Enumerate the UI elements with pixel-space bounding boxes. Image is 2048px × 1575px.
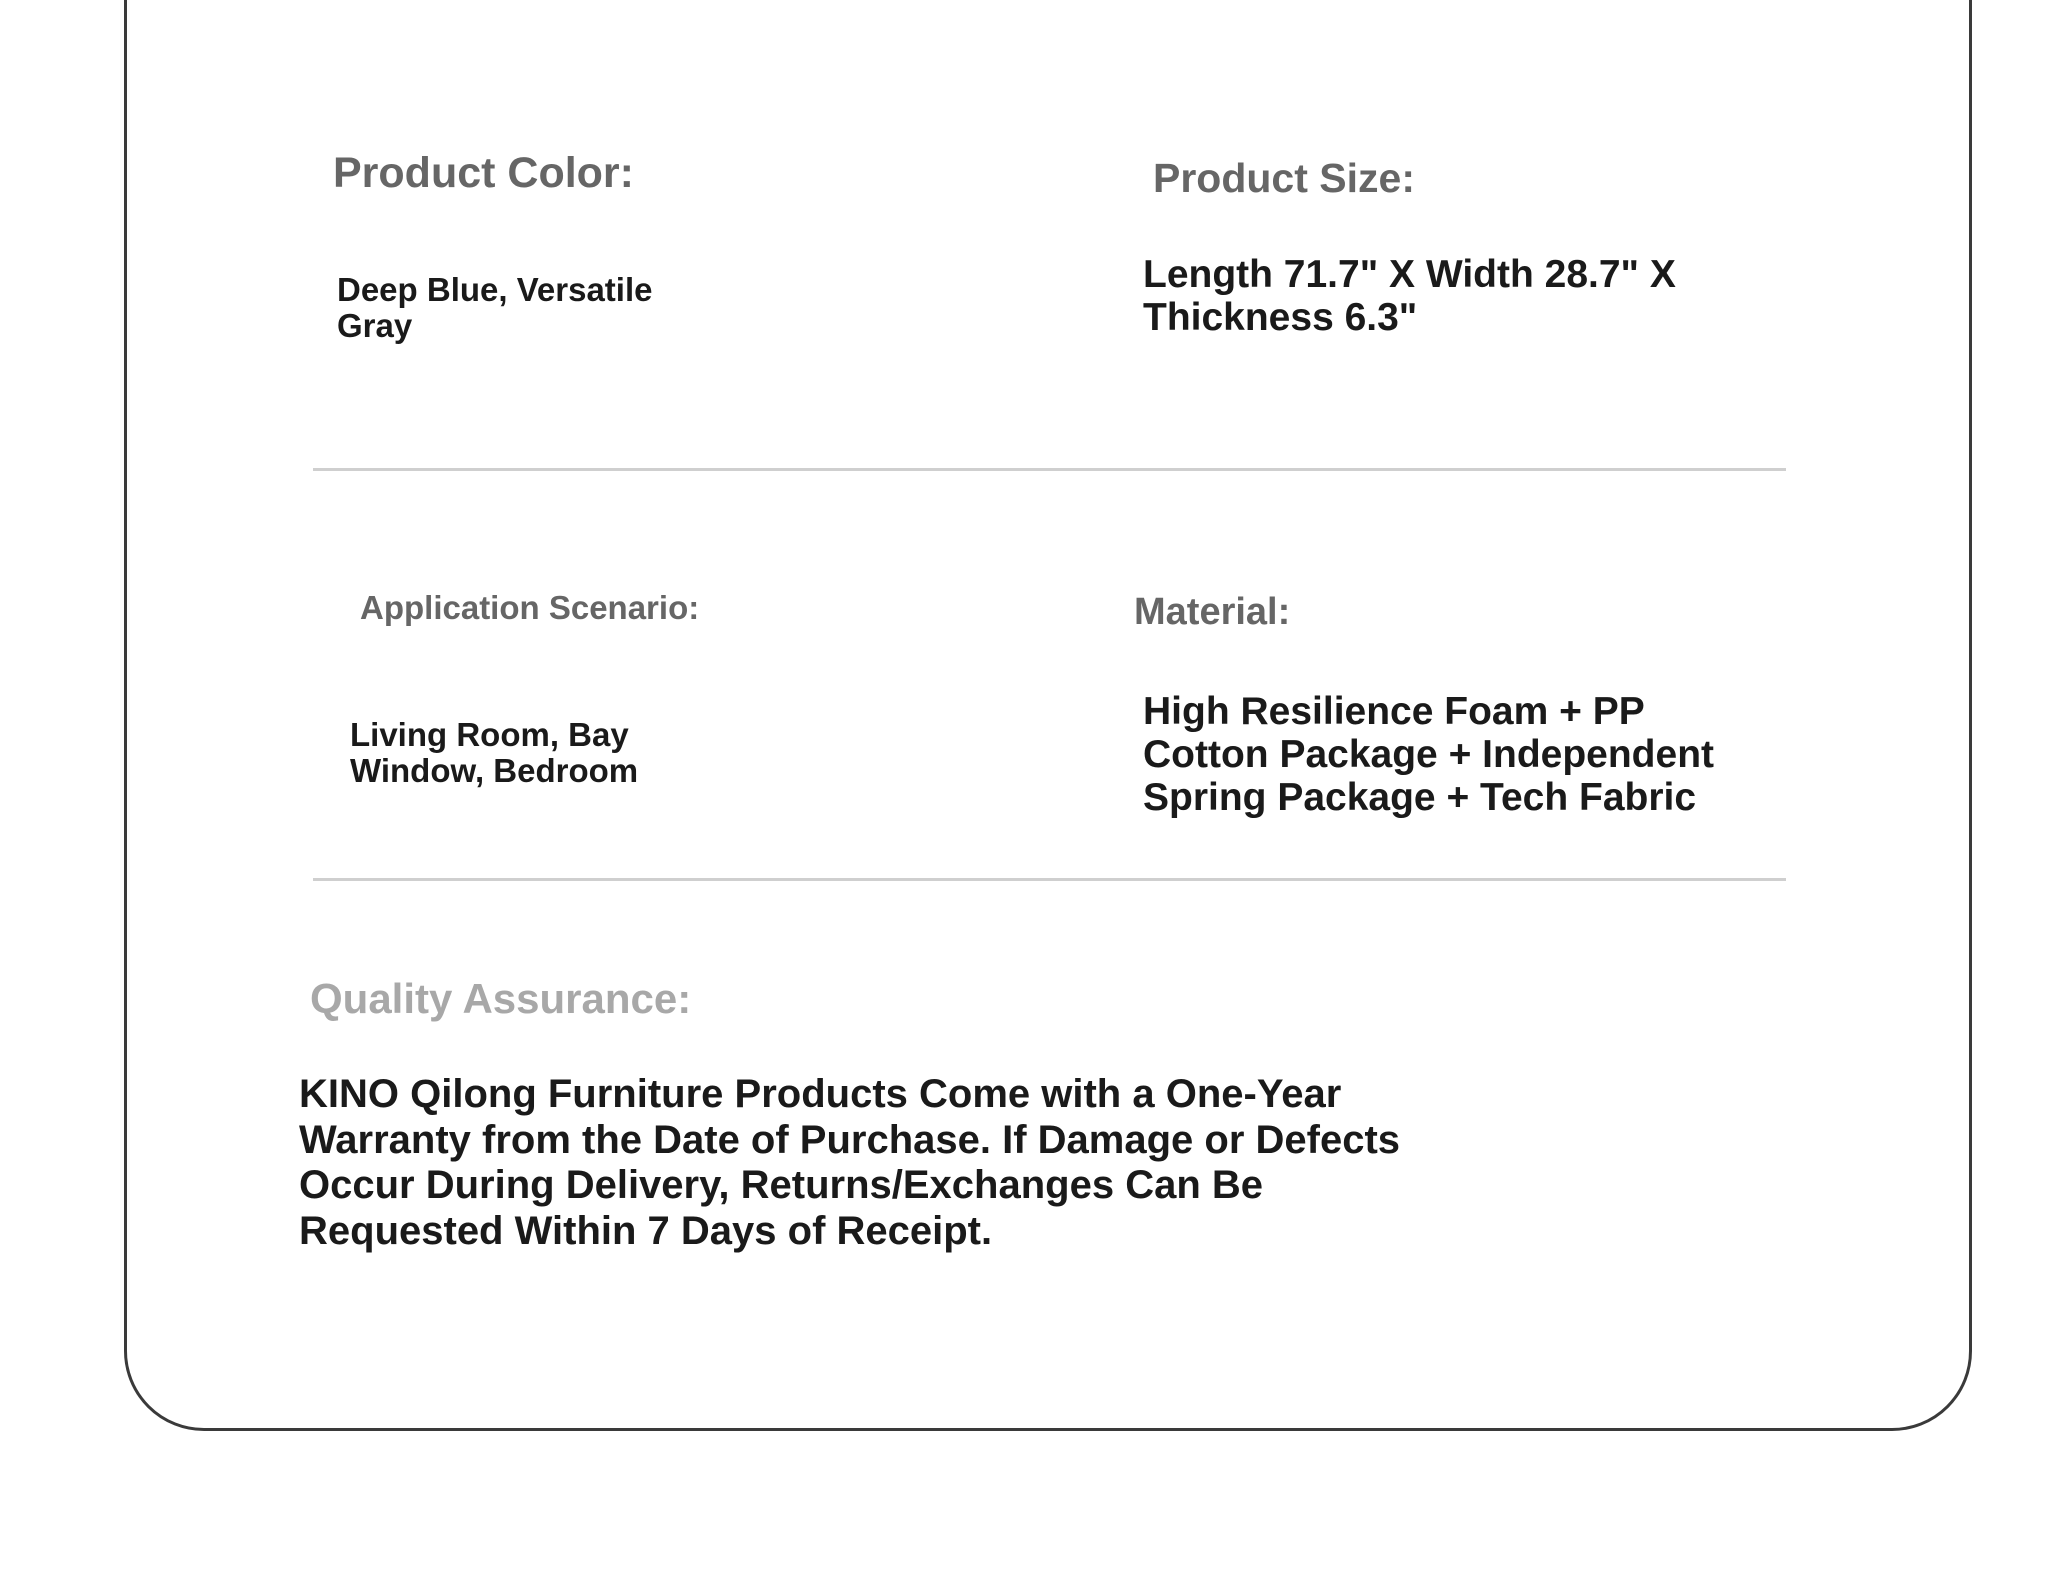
product-color-label: Product Color: [333,149,634,197]
quality-assurance-label: Quality Assurance: [310,975,692,1022]
product-color-value: Deep Blue, Versatile Gray [337,271,653,345]
section-divider-bottom [313,878,1786,881]
product-size-value: Length 71.7" X Width 28.7" X Thickness 6.3" [1143,253,1676,339]
quality-assurance-value: KINO Qilong Furniture Products Come with a One-Year Warranty from the Date of Purchase. If Damage or Defects Occur During Delivery, Returns/Exchanges Can Be Requested Within 7 Days of Receipt. [299,1072,1401,1253]
application-scenario-value: Living Room, Bay Window, Bedroom [350,716,639,790]
application-scenario-label: Application Scenario: [360,589,700,626]
material-label: Material: [1134,591,1291,633]
section-divider-top [313,468,1786,471]
material-value: High Resilience Foam + PP Cotton Package + Independent Spring Package + Tech Fabric [1143,690,1715,819]
product-size-label: Product Size: [1153,155,1415,201]
